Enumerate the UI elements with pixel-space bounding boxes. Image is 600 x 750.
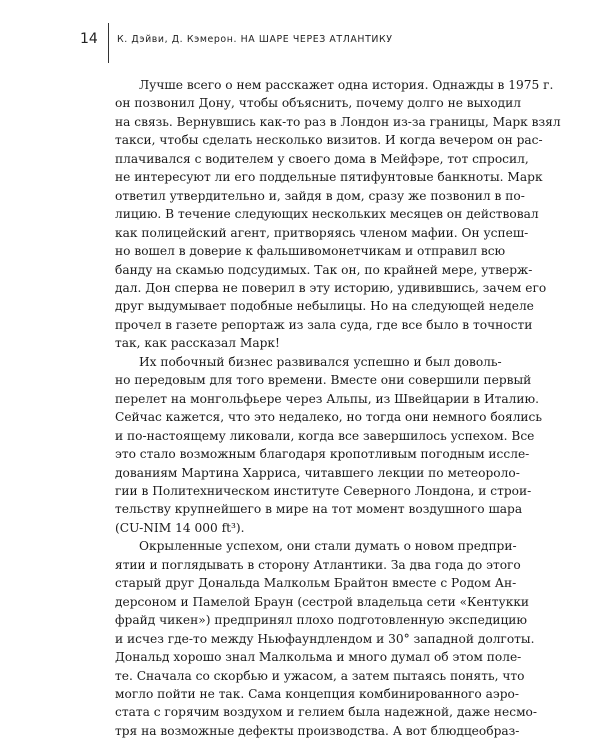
text-line: Сейчас кажется, что это недалеко, но тогда они немного боялись <box>115 410 543 425</box>
text-line: ятии и поглядывать в сторону Атлантики. За два года до этого <box>115 557 521 572</box>
text-line: Их побочный бизнес развивался успешно и был доволь- <box>139 354 502 369</box>
text-line: друг выдумывает подобные небылицы. Но на следующей неделе <box>115 299 534 314</box>
text-line: прочел в газете репортаж из зала суда, где все было в точности <box>115 317 533 332</box>
text-line: перелет на монгольфьере через Альпы, из Швейцарии в Италию. <box>115 391 539 406</box>
text-line: фрайд чикен») предпринял плохо подготовленную экспедицию <box>115 613 528 628</box>
text-line: тельству крупнейшего в мире на тот момент воздушного шара <box>115 502 523 517</box>
text-line: старый друг Дональда Малкольм Брайтон вместе с Родом Ан- <box>115 576 517 591</box>
text-line: дал. Дон сперва не поверил в эту историю, удивившись, зачем его <box>115 280 547 295</box>
body-text <box>115 76 561 740</box>
text-line: плачивался с водителем у своего дома в Мейфэре, тот спросил, <box>115 151 529 166</box>
text-line: Дональд хорошо знал Малкольма и много думал об этом поле- <box>115 650 522 665</box>
text-line: Лучше всего о нем расскажет одна история. Однажды в 1975 г. <box>139 78 554 92</box>
text-line: Окрыленные успехом, они стали думать о новом предпри- <box>139 539 517 554</box>
text-line: и исчез где-то между Ньюфаундлендом и 30° западной долготы. <box>115 631 535 646</box>
text-line: те. Сначала со скорбью и ужасом, а затем пытаясь понять, что <box>115 668 525 683</box>
text-line: гии в Политехническом институте Северного Лондона, и строи- <box>115 483 532 498</box>
text-line: и по-настоящему ликовали, когда все завершилось успехом. Все <box>115 428 535 443</box>
text-line: банду на скамью подсудимых. Так он, по крайней мере, утверж- <box>115 262 533 277</box>
page-number: 14 <box>80 31 98 47</box>
paragraph <box>115 353 543 538</box>
header-divider <box>108 23 109 63</box>
running-head-title: К. Дэйви, Д. Кэмерон. НА ШАРЕ ЧЕРЕЗ АТЛАНТИКУ <box>117 33 393 45</box>
text-line: он позвонил Дону, чтобы объяснить, почему долго не выходил <box>115 96 521 111</box>
text-line: это стало возможным благодаря кропотливым погодным иссле- <box>115 447 530 462</box>
text-line: но вошел в доверие к фальшивомонетчикам и отправил всю <box>115 244 506 259</box>
text-line: тря на возможные дефекты производства. А вот блюдцеобраз- <box>115 723 520 738</box>
text-line: не интересуют ли его поддельные пятифунтовые банкноты. Марк <box>115 170 543 185</box>
text-line: такси, чтобы сделать несколько визитов. И когда вечером он рас- <box>115 133 543 148</box>
text-line: могло пойти не так. Сама концепция комбинированного аэро- <box>115 686 519 701</box>
paragraph <box>115 537 538 740</box>
text-line: так, как рассказал Марк! <box>115 336 280 351</box>
text-line: ответил утвердительно и, зайдя в дом, сразу же позвонил в по- <box>115 188 525 203</box>
text-line: дерсоном и Памелой Браун (сестрой владельца сети «Кентукки <box>115 594 530 609</box>
text-line: стата с горячим воздухом и гелием была надежной, даже несмо- <box>115 705 538 720</box>
text-line: дованиям Мартина Харриса, читавшего лекции по метеороло- <box>115 465 520 480</box>
text-line: на связь. Вернувшись как-то раз в Лондон из-за границы, Марк взял <box>115 114 561 129</box>
text-line: (CU-NIM 14 000 ft³). <box>115 520 245 535</box>
text-line: как полицейский агент, притворяясь членом мафии. Он успеш- <box>115 225 529 240</box>
text-line: лицию. В течение следующих нескольких месяцев он действовал <box>115 207 539 222</box>
running-header <box>80 28 393 50</box>
paragraph <box>115 76 561 353</box>
text-line: но передовым для того времени. Вместе они совершили первый <box>115 373 532 388</box>
